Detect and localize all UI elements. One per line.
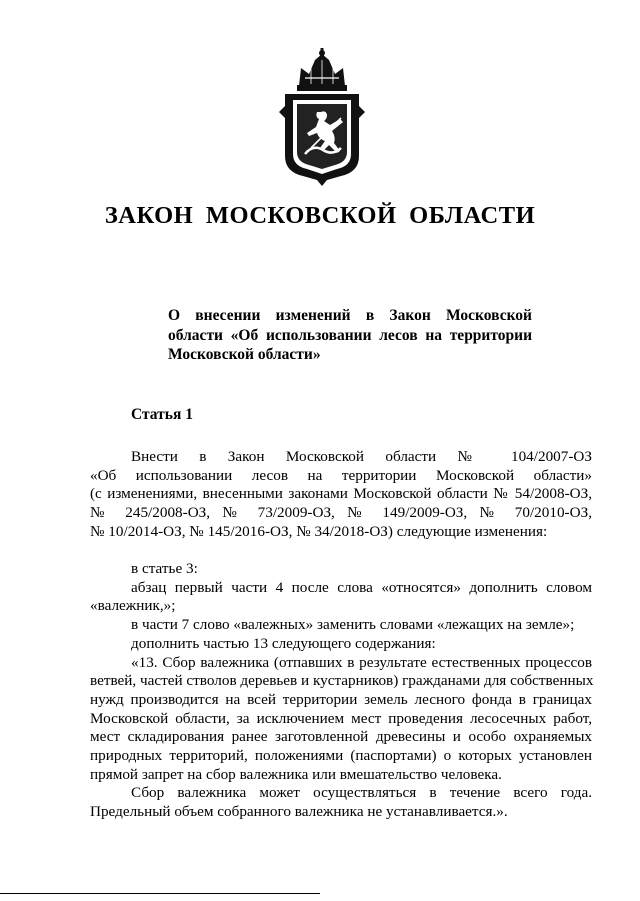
quote-line: природных территорий, положениями (паспортами) о которых установлен bbox=[90, 747, 592, 765]
quote-line: Московской области, за исключением мест проведения лесосечных работ, bbox=[90, 709, 592, 727]
intro-line: Внести в Закон Московской области № 104/2007-ОЗ bbox=[131, 448, 592, 465]
quote-line: нужд производится на всей территории земель лесного фонда в границах bbox=[90, 690, 592, 708]
quote-line: Сбор валежника может осуществляться в течение всего года. bbox=[131, 784, 592, 802]
intro-line: (с изменениями, внесенными законами Московской области № 54/2008-ОЗ, bbox=[90, 485, 592, 503]
subtitle-line: области «Об использовании лесов на территории bbox=[168, 326, 532, 344]
moscow-oblast-coat-of-arms-icon bbox=[277, 48, 367, 186]
law-subtitle bbox=[168, 306, 532, 365]
article-heading: Статья 1 bbox=[131, 406, 193, 423]
intro-line: № 10/2014-ОЗ, № 145/2016-ОЗ, № 34/2018-ОЗ) следующие изменения: bbox=[90, 522, 548, 540]
quote-line: «13. Сбор валежника (отпавших в результате естественных процессов bbox=[131, 653, 592, 671]
article-intro bbox=[90, 448, 592, 542]
quote-line: Предельный объем собранного валежника не устанавливается.». bbox=[90, 803, 508, 821]
quote-line: мест складирования ранее заготовленной древесины и особо охраняемых bbox=[90, 728, 592, 746]
change-item: «валежник,»; bbox=[90, 597, 176, 615]
subtitle-line: О внесении изменений в Закон Московской bbox=[168, 307, 532, 324]
article-changes bbox=[90, 560, 592, 822]
intro-line: № 245/2008-ОЗ, № 73/2009-ОЗ, № 149/2009-ОЗ, № 70/2010-ОЗ, bbox=[90, 504, 592, 522]
change-item: дополнить частью 13 следующего содержания: bbox=[131, 634, 436, 652]
quote-line: прямой запрет на сбор валежника или вмешательство человека. bbox=[90, 765, 502, 783]
document-title: ЗАКОН МОСКОВСКОЙ ОБЛАСТИ bbox=[104, 202, 536, 229]
footnote-separator bbox=[0, 893, 320, 894]
change-item: абзац первый части 4 после слова «относятся» дополнить словом bbox=[131, 578, 592, 596]
changes-location: в статье 3: bbox=[131, 560, 198, 577]
intro-line: «Об использовании лесов на территории Московской области» bbox=[90, 466, 592, 484]
quote-line: ветвей, частей стволов деревьев и кустарников) гражданами для собственных bbox=[90, 672, 594, 690]
change-item: в части 7 слово «валежных» заменить словами «лежащих на земле»; bbox=[131, 616, 575, 634]
subtitle-line: Московской области» bbox=[168, 346, 321, 363]
